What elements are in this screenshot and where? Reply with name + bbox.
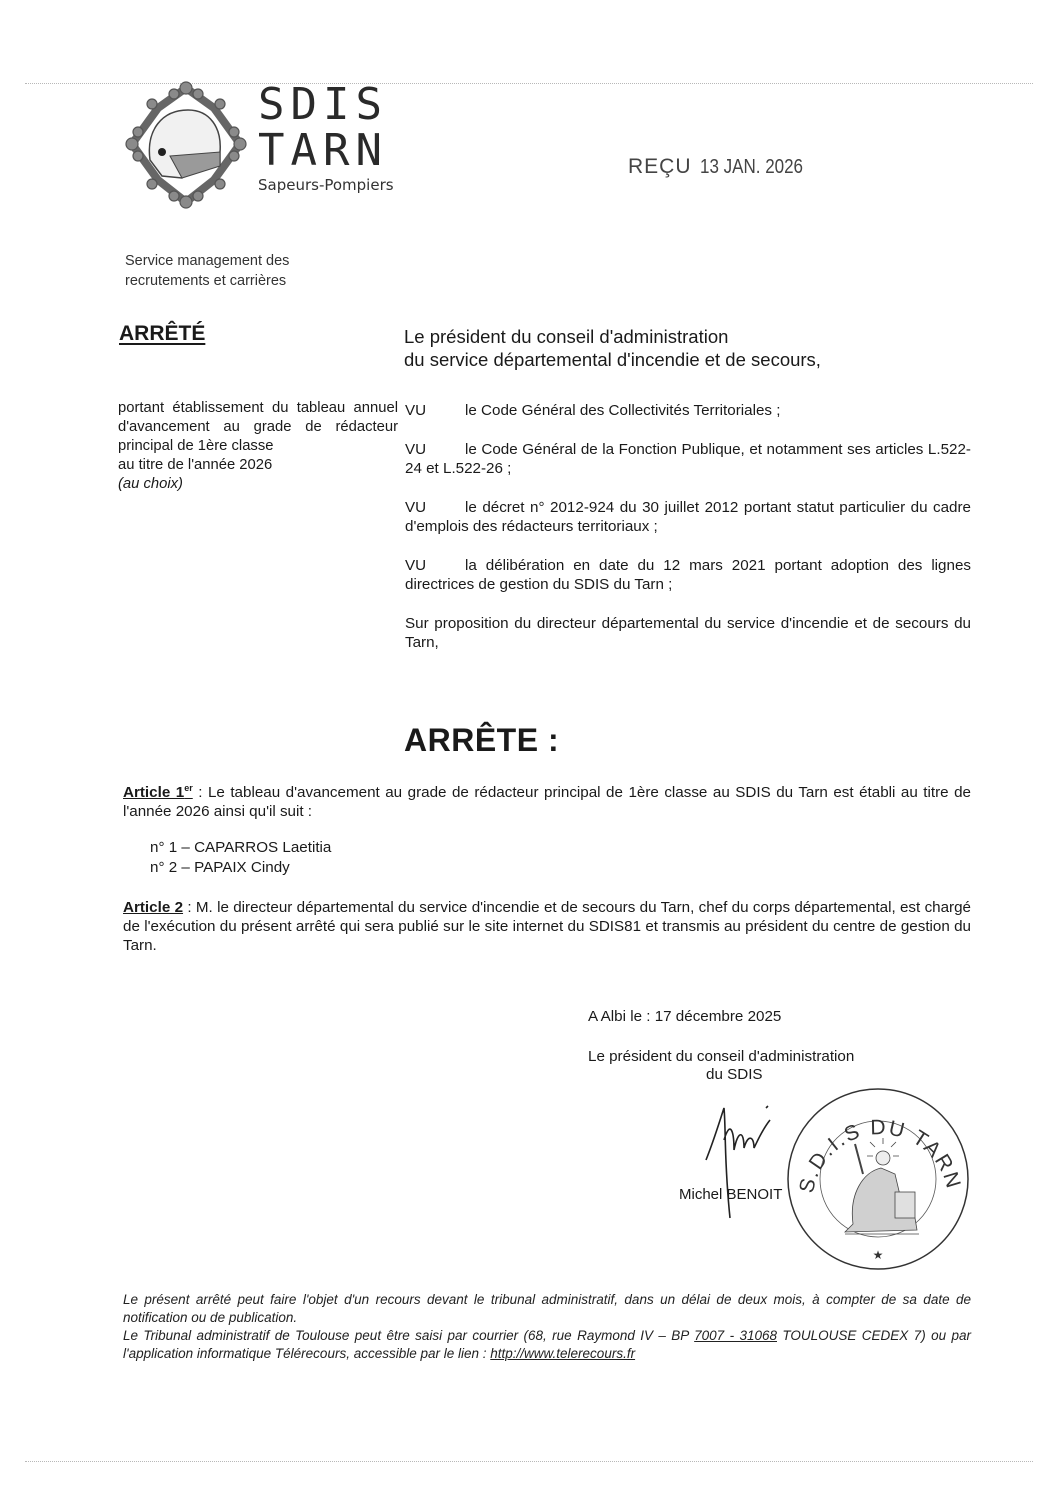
authority-header <box>404 325 821 371</box>
signer-role-line: Le président du conseil d'administration <box>588 1048 855 1065</box>
logo-line-2: TARN <box>258 125 388 176</box>
signer-role-line: du SDIS <box>706 1066 763 1083</box>
visa-text: le Code Général de la Fonction Publique, et notamment ses articles L.522-24 et L.522-26 ; <box>405 441 971 477</box>
visa-item <box>405 498 971 536</box>
candidate-item: n° 1 – CAPARROS Laetitia <box>150 839 332 856</box>
decision-heading: ARRÊTE : <box>404 722 560 758</box>
signer-name: Michel BENOIT <box>679 1186 783 1203</box>
service-line: recrutements et carrières <box>125 273 287 289</box>
svg-text:★: ★ <box>872 1248 884 1262</box>
visa-item <box>405 401 971 420</box>
service-line: Service management des <box>125 253 290 269</box>
appeal-notice-line <box>123 1327 971 1363</box>
appeal-text: Le Tribunal administratif de Toulouse peut être saisi par courrier (68, rue Raymond IV – BP <box>123 1328 695 1343</box>
logo-subtitle: Sapeurs-Pompiers <box>258 176 394 194</box>
visa-text: le décret n° 2012-924 du 30 juillet 2012 portant statut particulier du cadre d'emplois des rédacteurs territoriaux ; <box>405 499 971 535</box>
visa-item <box>405 556 971 594</box>
appeal-notice <box>123 1291 971 1363</box>
visa-prefix: VU <box>405 441 427 458</box>
issuing-service <box>125 251 289 291</box>
postal-box: 7007 - 31068 <box>694 1328 777 1343</box>
candidate-list <box>150 838 331 878</box>
place-and-date: A Albi le : 17 décembre 2025 <box>588 1008 782 1025</box>
visa-prefix: VU <box>405 402 427 419</box>
visa-text: le Code Général des Collectivités Territoriales ; <box>465 402 781 419</box>
article-text: : Le tableau d'avancement au grade de rédacteur principal de 1ère classe au SDIS du Tarn est établi au titre de l'année 2026 ainsi qu'il suit : <box>123 784 972 821</box>
visa-prefix: VU <box>405 499 427 516</box>
sdis-logo-wordmark <box>258 79 394 194</box>
visa-prefix: VU <box>405 557 427 574</box>
article-2 <box>123 898 971 955</box>
scan-edge-bottom <box>25 1461 1033 1462</box>
document-type-title: ARRÊTÉ <box>119 322 206 345</box>
authority-line: Le président du conseil d'administration <box>404 326 729 347</box>
decree-subject <box>118 399 398 494</box>
official-seal <box>783 1084 973 1274</box>
received-stamp-date: 13 JAN. 2026 <box>699 156 803 178</box>
visa-item <box>405 440 971 478</box>
subject-note: (au choix) <box>118 476 183 492</box>
article-label-sup: er <box>184 783 193 793</box>
subject-text: portant établissement du tableau annuel d'avancement au grade de rédacteur principal de 1ère classe <box>118 400 398 454</box>
signer-role <box>588 1048 854 1084</box>
article-label-text: Article 1 <box>123 784 185 802</box>
received-stamp-label: REÇU <box>628 155 692 178</box>
article-1 <box>123 779 971 821</box>
appeal-notice-line: Le présent arrêté peut faire l'objet d'un recours devant le tribunal administratif, dans un délai de deux mois, à compter de sa date de notification ou de publication. <box>123 1292 971 1325</box>
sdis-logo-emblem <box>122 80 250 210</box>
proposal-text: Sur proposition du directeur départemental du service d'incendie et de secours du Tarn, <box>405 615 971 651</box>
logo-line-1: SDIS <box>258 79 388 130</box>
proposal-item <box>405 614 971 652</box>
received-stamp <box>628 155 821 179</box>
authority-line: du service départemental d'incendie et de secours, <box>404 349 821 370</box>
candidate-item: n° 2 – PAPAIX Cindy <box>150 859 290 876</box>
visa-text: la délibération en date du 12 mars 2021 portant adoption des lignes directrices de gestion du SDIS du Tarn ; <box>405 557 971 593</box>
subject-text: au titre de l'année 2026 <box>118 457 273 473</box>
article-label <box>123 784 193 801</box>
article-text: : M. le directeur départemental du service d'incendie et de secours du Tarn, chef du corps départemental, est chargé de l'exécution du présent arrêté qui sera publié sur le site internet du SDIS81 et transmis au président du centre de gestion du Tarn. <box>123 899 972 954</box>
article-label: Article 2 <box>123 899 184 916</box>
legal-basis-list <box>405 401 971 672</box>
appeal-text: TOULOUSE CEDEX 7) ou par l'application informatique Télérecours, accessible par le lien : <box>123 1328 971 1361</box>
seal-text: S.D.I.S DU TARN <box>795 1116 966 1196</box>
telerecours-link[interactable]: http://www.telerecours.fr <box>490 1346 636 1361</box>
